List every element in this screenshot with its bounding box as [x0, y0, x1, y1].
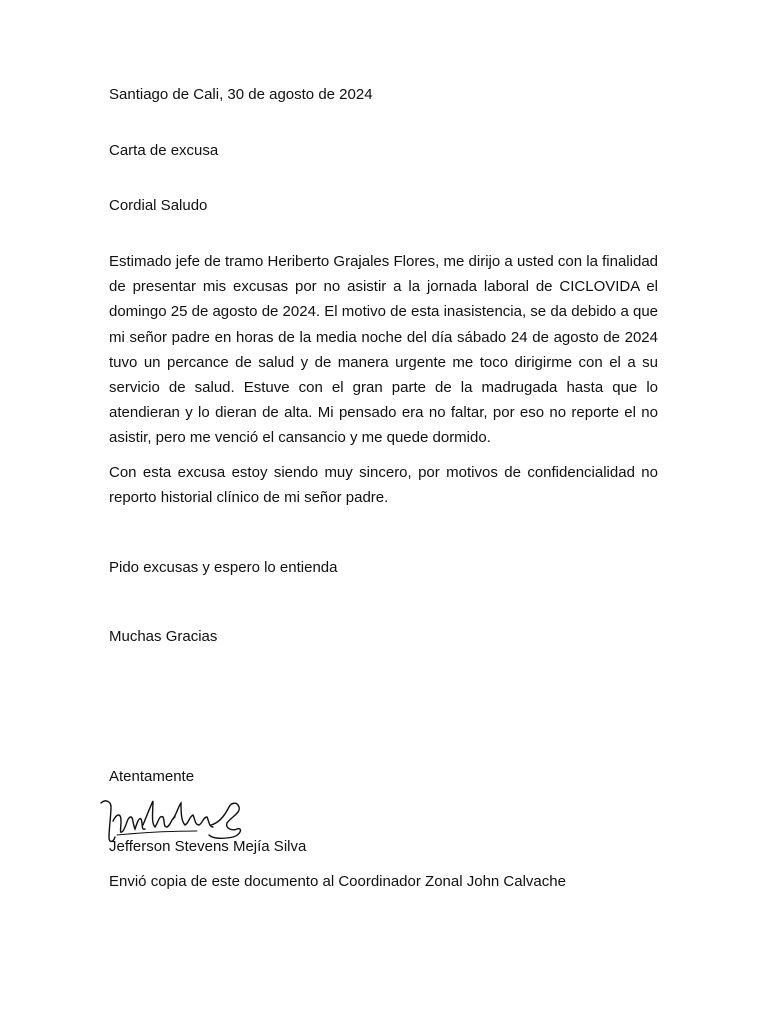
greeting: Cordial Saludo: [109, 197, 208, 214]
signer-name: Jefferson Stevens Mejía Silva: [109, 838, 307, 855]
apology-line: Pido excusas y espero lo entienda: [109, 559, 338, 576]
thanks-line: Muchas Gracias: [109, 628, 218, 645]
place-date: Santiago de Cali, 30 de agosto de 2024: [109, 86, 373, 103]
closing-line: Atentamente: [109, 768, 195, 785]
copy-note: Envió copia de este documento al Coordinador Zonal John Calvache: [109, 873, 566, 890]
body-paragraph-2: Con esta excusa estoy siendo muy sincero, por motivos de confidencialidad no reporto historial clínico de mi señor padre.: [109, 464, 658, 507]
body-paragraph-1: Estimado jefe de tramo Heriberto Grajales Flores, me dirijo a usted con la finalidad de presentar mis excusas por no asistir a la jornada laboral de CICLOVIDA el domingo 25 de agosto de 2024. El motivo de esta inasistencia, se da debido a que mi señor padre en horas de la media noche del día sábado 24 de agosto de 2024 tuvo un percance de salud y de manera urgente me toco dirigirme con el a su servicio de salud. Estuve con el gran parte de la madrugada hasta que lo atendieran y lo dieran de alta. Mi pensado era no faltar, por eso no reporte el no asistir, pero me venció el cansancio y me quede dormido.: [109, 253, 658, 447]
letter-subject: Carta de excusa: [109, 142, 219, 159]
